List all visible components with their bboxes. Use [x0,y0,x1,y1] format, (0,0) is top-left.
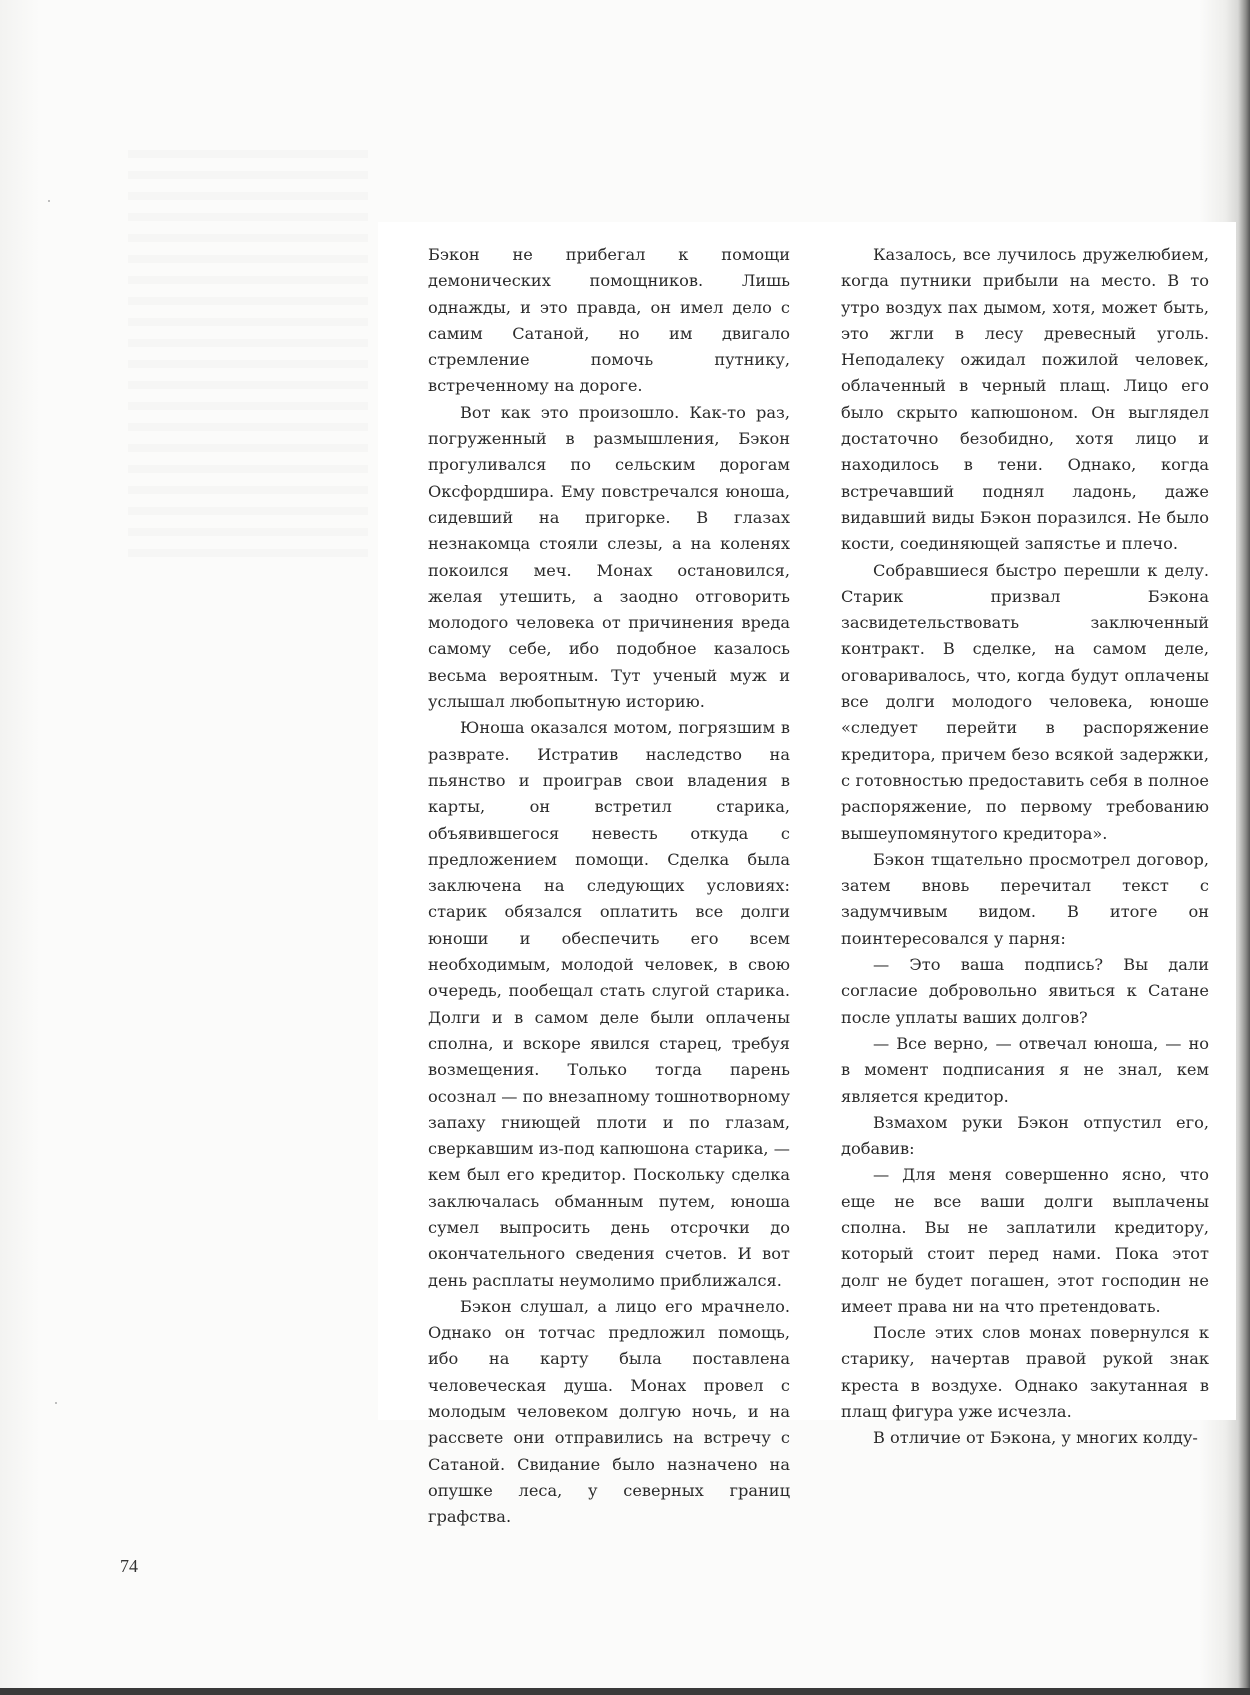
paragraph: После этих слов монах повернулся к старику, начертав правой рукой знак креста в воздухе. Однако закутанная в плащ фигура уже исчезла. [841,1323,1209,1422]
paragraph: Взмахом руки Бэкон отпустил его, добавив: [841,1112,1209,1159]
dialogue-line: — Это ваша подпись? Вы дали согласие добровольно явиться к Сатане после уплаты ваших долгов? [841,955,1209,1027]
dialogue-line: — Для меня совершенно ясно, что еще не все ваши долги выплачены сполна. Вы не заплатили кредитору, который стоит перед нами. Пока этот долг не будет погашен, этот господин не имеет права ни на что претендовать. [841,1165,1209,1316]
paragraph: В отличие от Бэкона, у многих колду- [873,1428,1198,1448]
bleed-through-text [128,150,368,570]
paragraph: Собравшиеся быстро перешли к делу. Старик призвал Бэкона засвидетельствовать заключенный контракт. В сделке, на самом деле, оговаривалось, что, когда будут оплачены все долги молодого человека, юноше «следует перейти в распоряжение кредитора, причем безо всякой задержки, с готовностью предоставить себя в полное распоряжение, по первому требованию вышеупомянутого кредитора». [841,560,1209,843]
paragraph: Вот как это произошло. Как-то раз, погруженный в размышления, Бэкон прогуливался по сельским дорогам Оксфордшира. Ему повстречался юноша, сидевший на пригорке. В глазах незнакомца стояли слезы, а на коленях покоился меч. Монах остановился, желая утешить, а заодно отговорить молодого человека от причинения вреда самому себе, ибо подобное казалось весьма вероятным. Тут ученый муж и услышал любопытную историю. [428,402,790,712]
paragraph: Бэкон слушал, а лицо его мрачнело. Однако он тотчас предложил помощь, ибо на карту была поставлена человеческая душа. Монах провел с молодым человеком долгую ночь, и на рассвете они отправились на встречу с Сатаной. Свидание было назначено на опушке леса, у северных границ графства. [428,1296,790,1527]
page-bottom-edge [0,1688,1250,1695]
scan-speck [48,200,50,202]
paragraph: Бэкон тщательно просмотрел договор, затем вновь перечитал текст с задумчивым видом. В итоге он поинтересовался у парня: [841,849,1209,948]
paragraph: Юноша оказался мотом, погрязшим в разврате. Истратив наследство на пьянство и проиграв свои владения в карты, он встретил старика, объявившегося невесть откуда с предложением помощи. Сделка была заключена на следующих условиях: старик обязался оплатить все долги юноши и обеспечить его всем необходимым, молодой человек, в свою очередь, пообещал стать слугой старика. Долги и в самом деле были оплачены сполна, и вскоре явился старец, требуя возмещения. Только тогда парень осознал — по внезапному тошнотворному запаху гниющей плоти и по глазам, сверкавшим из-под капюшона старика, — кем был его кредитор. Поскольку сделка заключалась обманным путем, юноша сумел выпросить день отсрочки до окончательного сведения счетов. И вот день расплаты неумолимо приближался. [428,718,790,1290]
page-number: 74 [120,1556,138,1576]
dialogue-line: — Все верно, — отвечал юноша, — но в момент подписания я не знал, кем является кредитор. [841,1033,1209,1106]
scan-speck [55,1402,57,1404]
right-text-column [841,242,1209,1452]
paragraph: Казалось, все лучилось дружелюбием, когда путники прибыли на место. В то утро воздух пах дымом, хотя, может быть, это жгли в лесу древесный уголь. Неподалеку ожидал пожилой человек, облаченный в черный плащ. Лицо его было скрыто капюшоном. Он выглядел достаточно безобидно, хотя лицо и находилось в тени. Однако, когда встречавший поднял ладонь, даже видавший виды Бэкон поразился. Не было кости, соединяющей запястье и плечо. [841,245,1209,554]
left-text-column [428,242,790,1531]
paragraph: Бэкон не прибегал к помощи демонических помощников. Лишь однажды, и это правда, он имел дело с самим Сатаной, но им двигало стремление помочь путнику, встреченному на дороге. [428,245,790,396]
